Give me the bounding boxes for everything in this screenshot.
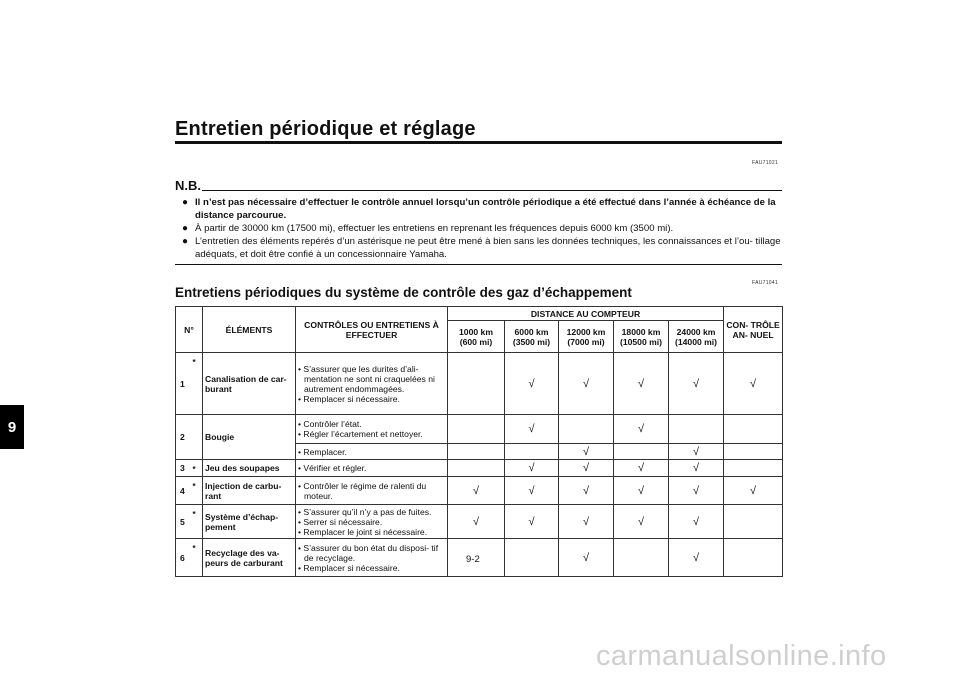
row-number: 6 [176,539,193,577]
header-annual: CON- TRÔLE AN- NUEL [724,307,783,353]
check-cell [505,444,559,460]
element-name: Canalisation de car- burant [203,353,296,415]
element-name: Bougie [203,415,296,460]
check-mark: √ [693,551,700,564]
check-mark: √ [528,462,535,474]
bullet-icon: ● [181,223,189,234]
check-mark: √ [472,484,480,497]
header-num: N° [176,307,203,353]
table-row [176,460,783,477]
check-cell [505,477,559,505]
check-cell [505,539,559,577]
check-cell [448,505,505,539]
check-cell [559,460,614,477]
element-name: Injection de carbu- rant [203,477,296,505]
control-actions [296,460,448,477]
section-title: Entretiens périodiques du système de contrôle des gaz d’échappement [175,285,632,300]
asterisk-marker: * [193,353,203,415]
watermark: carmanualsonline.info [596,640,887,672]
check-cell [669,477,724,505]
table-row [176,477,783,505]
element-name: Jeu des soupapes [203,460,296,477]
asterisk-marker: * [193,477,203,505]
check-cell [724,460,783,477]
check-cell [505,415,559,444]
header-km-5: 24000 km (14000 mi) [669,321,724,353]
control-actions [296,353,448,415]
row-number: 4 [176,477,193,505]
check-cell [448,477,505,505]
check-cell [505,353,559,415]
check-cell [669,460,724,477]
element-name: Système d’échap- pement [203,505,296,539]
check-mark: √ [472,515,480,528]
check-mark: √ [750,377,757,390]
header-km-1: 1000 km (600 mi) [448,321,505,353]
control-line: • Serrer si nécessaire. [298,516,383,527]
check-cell [669,539,724,577]
control-line: • S’assurer que les durites d’ali- mentation ne sont ni craquelées ni autrement endommagées. [298,363,435,394]
asterisk-marker: * [193,460,203,477]
check-cell [559,444,614,460]
check-mark: √ [637,484,645,497]
check-cell [614,353,669,415]
check-cell [559,539,614,577]
nb-end-rule [175,264,782,265]
check-mark: √ [693,445,700,458]
maintenance-table [175,306,783,577]
asterisk-marker [193,415,203,460]
row-number: 3 [176,460,193,477]
nb-item: ● L’entretien des éléments repérés d’un astérisque ne peut être mené à bien sans les données techniques, les connaissances et l’ou- tillage adéquats, et doit être confié à un concessionnaire Yamaha. [175,235,783,261]
check-cell [505,460,559,477]
header-control: CONTRÔLES OU ENTRETIENS À EFFECTUER [296,307,448,353]
check-mark: √ [693,377,700,390]
check-cell [724,539,783,577]
section-reference-code: FAU71041 [752,280,779,286]
control-line: • Remplacer si nécessaire. [298,562,400,573]
control-line: • Remplacer. [298,446,347,457]
check-cell [614,477,669,505]
check-cell [614,444,669,460]
check-cell [614,415,669,444]
check-mark: √ [582,377,590,390]
header-element: ÉLÉMENTS [203,307,296,353]
nb-reference-code: FAU71021 [752,160,779,166]
check-cell [614,539,669,577]
page-number: 9-2 [466,554,480,565]
check-cell [669,505,724,539]
check-mark: √ [637,423,645,435]
control-line: • Remplacer si nécessaire. [298,393,400,404]
page-title: Entretien périodique et réglage [175,118,476,140]
nb-list [175,196,783,261]
check-cell [559,415,614,444]
check-cell [724,477,783,505]
control-actions [296,415,448,444]
check-cell [724,444,783,460]
control-actions [296,444,448,460]
check-mark: √ [528,515,535,528]
control-line: • Vérifier et régler. [298,463,367,473]
check-cell [614,460,669,477]
table-body [176,353,783,577]
nb-rule [202,190,782,191]
check-cell [448,444,505,460]
control-actions [296,505,448,539]
bullet-icon: ● [181,197,189,208]
check-cell [559,477,614,505]
nb-item: ● À partir de 30000 km (17500 mi), effectuer les entretiens en reprenant les fréquences depuis 6000 km (3500 mi). [175,222,783,235]
check-cell [448,353,505,415]
title-underline [175,141,782,144]
check-mark: √ [582,462,590,474]
check-mark: √ [582,484,590,497]
check-mark: √ [637,515,645,528]
header-km-3: 12000 km (7000 mi) [559,321,614,353]
nb-label: N.B. [175,178,201,193]
element-name: Recyclage des va- peurs de carburant [203,539,296,577]
row-number: 1 [176,353,193,415]
control-line: • Régler l’écartement et nettoyer. [298,429,423,439]
check-mark: √ [637,462,645,474]
control-line: • Contrôler le régime de ralenti du moteur. [298,480,427,501]
check-mark: √ [528,423,535,435]
check-cell [724,415,783,444]
check-cell [559,505,614,539]
control-actions [296,539,448,577]
asterisk-marker: * [193,539,203,577]
asterisk-marker: * [193,505,203,539]
check-mark: √ [582,445,590,458]
check-mark: √ [582,515,590,528]
row-number: 2 [176,415,193,460]
check-mark: √ [693,462,700,474]
check-mark: √ [528,377,535,390]
check-mark: √ [582,551,590,564]
chapter-tab: 9 [0,405,24,449]
check-cell [724,353,783,415]
bullet-icon: ● [181,236,189,247]
table-row [176,415,783,444]
check-cell [559,353,614,415]
check-cell [448,460,505,477]
table-row [176,353,783,415]
header-distance: DISTANCE AU COMPTEUR [448,307,724,321]
control-line: • S’assurer qu’il n’y a pas de fuites. [298,506,432,517]
check-mark: √ [693,484,700,497]
check-mark: √ [693,515,700,528]
check-cell [614,505,669,539]
check-mark: √ [528,484,535,497]
check-cell [448,415,505,444]
check-cell [505,505,559,539]
control-actions [296,477,448,505]
check-cell [669,353,724,415]
nb-item: ● Il n’est pas nécessaire d’effectuer le contrôle annuel lorsqu’un contrôle périodique a été effectué dans l’année à échéance de la distance parcourue. [175,196,783,222]
header-km-4: 18000 km (10500 mi) [614,321,669,353]
check-cell [669,415,724,444]
row-number: 5 [176,505,193,539]
header-km-2: 6000 km (3500 mi) [505,321,559,353]
check-cell [724,505,783,539]
control-line: • S’assurer du bon état du disposi- tif de recyclage. [298,542,439,563]
check-mark: √ [637,377,645,390]
control-line: • Contrôler l’état. [298,419,362,429]
check-mark: √ [750,484,757,497]
control-line: • Remplacer le joint si nécessaire. [298,526,428,537]
check-cell [669,444,724,460]
table-row [176,505,783,539]
